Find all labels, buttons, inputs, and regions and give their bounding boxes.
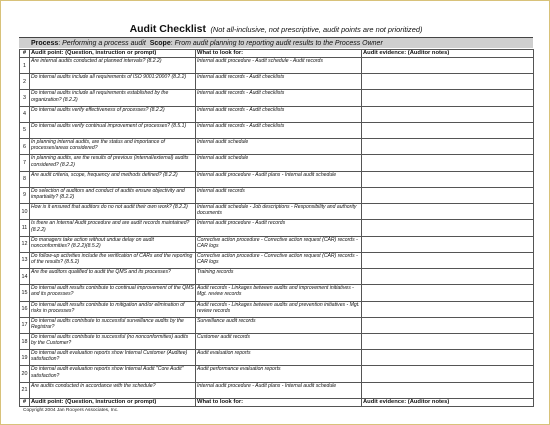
- col-look-footer: What to look for:: [196, 399, 362, 407]
- col-evidence-footer: Audit evidence: (Auditor notes): [362, 399, 534, 407]
- audit-point: Are audits conducted in accordance with the schedule?: [30, 382, 196, 398]
- table-row: [20, 58, 534, 74]
- audit-point: Are the auditors qualified to audit the QMS and its processes?: [30, 269, 196, 285]
- evidence-cell[interactable]: [362, 301, 534, 317]
- row-number: 13: [20, 252, 30, 268]
- evidence-cell[interactable]: [362, 139, 534, 155]
- table-row: [20, 333, 534, 349]
- evidence-cell[interactable]: [362, 122, 534, 138]
- table-row: [20, 317, 534, 333]
- audit-point: Do follow-up activities include the verification of CARs and the reporting of the results? (8.5.2): [30, 252, 196, 268]
- what-to-look-for: Corrective action procedure - Corrective action request (CAR) records - CAR logs: [196, 252, 362, 268]
- process-label: Process: [31, 40, 59, 47]
- table-row: [20, 382, 534, 398]
- audit-point: Do internal audits include all requirements established by the organization? (8.2.2): [30, 90, 196, 106]
- audit-point: Do internal audits include all requirements of ISO 9001:2000? (8.2.2): [30, 74, 196, 90]
- process-value: Performing a process audit: [62, 40, 146, 47]
- evidence-cell[interactable]: [362, 252, 534, 268]
- evidence-cell[interactable]: [362, 171, 534, 187]
- what-to-look-for: Internal audit records - Audit checklists: [196, 90, 362, 106]
- table-row: [20, 155, 534, 171]
- audit-point: Do internal audit evaluation reports show Internal Customer (Auditee) satisfaction?: [30, 350, 196, 366]
- evidence-cell[interactable]: [362, 187, 534, 203]
- what-to-look-for: Internal audit schedule: [196, 155, 362, 171]
- table-row: [20, 90, 534, 106]
- what-to-look-for: Internal audit records - Audit checklists: [196, 122, 362, 138]
- what-to-look-for: Audit records - Linkages between audits and prevention initiatives - Mgt. review records: [196, 301, 362, 317]
- what-to-look-for: Internal audit procedure - Audit plans - Internal audit schedule: [196, 382, 362, 398]
- col-point-header: Audit point: (Question, instruction or prompt): [30, 50, 196, 58]
- row-number: 20: [20, 366, 30, 382]
- table-row: [20, 139, 534, 155]
- audit-table: [19, 49, 534, 407]
- what-to-look-for: Internal audit records - Audit checklists: [196, 74, 362, 90]
- what-to-look-for: Corrective action procedure - Corrective action request (CAR) records - CAR logs: [196, 236, 362, 252]
- row-number: 2: [20, 74, 30, 90]
- evidence-cell[interactable]: [362, 106, 534, 122]
- table-row: [20, 204, 534, 220]
- row-number: 8: [20, 171, 30, 187]
- table-row: [20, 187, 534, 203]
- evidence-cell[interactable]: [362, 236, 534, 252]
- col-evidence-header: Audit evidence: (Auditor notes): [362, 50, 534, 58]
- audit-point: Do internal audit results contribute to continual improvement of the QMS and its processes?: [30, 285, 196, 301]
- what-to-look-for: Internal audit procedure - Audit plans - Internal audit schedule: [196, 171, 362, 187]
- col-point-footer: Audit point: (Question, instruction or prompt): [30, 399, 196, 407]
- table-row: [20, 350, 534, 366]
- audit-point: Do internal audits contribute to successful (no nonconformities) audits by the Customer?: [30, 333, 196, 349]
- table-row: [20, 269, 534, 285]
- what-to-look-for: Internal audit records: [196, 187, 362, 203]
- row-number: 7: [20, 155, 30, 171]
- evidence-cell[interactable]: [362, 269, 534, 285]
- row-number: 9: [20, 187, 30, 203]
- what-to-look-for: Customer audit records: [196, 333, 362, 349]
- audit-point: Do managers take action without undue delay on audit nonconformities? (8.2.2)(8.5.2): [30, 236, 196, 252]
- evidence-cell[interactable]: [362, 366, 534, 382]
- row-number: 1: [20, 58, 30, 74]
- row-number: 6: [20, 139, 30, 155]
- col-num-footer: #: [20, 399, 30, 407]
- row-number: 19: [20, 350, 30, 366]
- row-number: 11: [20, 220, 30, 236]
- evidence-cell[interactable]: [362, 317, 534, 333]
- footer-header-row: [20, 399, 534, 407]
- subtitle-text: (Not all-inclusive, not prescriptive, audit points are not prioritized): [210, 25, 423, 34]
- header-row: [20, 50, 534, 58]
- copyright-text: Copyright 2004 Jan Rooyers Associates, Inc.: [23, 408, 119, 413]
- row-number: 16: [20, 301, 30, 317]
- scope-colon: :: [170, 40, 175, 47]
- audit-point: Do internal audits verify effectiveness of processes? (8.2.2): [30, 106, 196, 122]
- table-row: [20, 122, 534, 138]
- evidence-cell[interactable]: [362, 204, 534, 220]
- what-to-look-for: Training records: [196, 269, 362, 285]
- row-number: 5: [20, 122, 30, 138]
- what-to-look-for: Internal audit records - Audit checklists: [196, 106, 362, 122]
- evidence-cell[interactable]: [362, 382, 534, 398]
- what-to-look-for: Audit records - Linkages between audits and improvement initiatives - Mgt. review records: [196, 285, 362, 301]
- row-number: 12: [20, 236, 30, 252]
- what-to-look-for: Internal audit schedule - Job descriptions - Responsibility and authority documents: [196, 204, 362, 220]
- table-row: [20, 74, 534, 90]
- audit-point: Do internal audit results contribute to mitigation and/or elimination of risks in processes?: [30, 301, 196, 317]
- row-number: 3: [20, 90, 30, 106]
- what-to-look-for: Surveillance audit records: [196, 317, 362, 333]
- col-look-header: What to look for:: [196, 50, 362, 58]
- audit-point: How is it ensured that auditors do no not audit their own work? (8.2.2): [30, 204, 196, 220]
- row-number: 21: [20, 382, 30, 398]
- audit-point: Are internal audits conducted at planned intervals? (8.2.2): [30, 58, 196, 74]
- audit-point: Do internal audits contribute to successful surveillance audits by the Registrar?: [30, 317, 196, 333]
- table-row: [20, 366, 534, 382]
- page-title: [19, 19, 533, 37]
- audit-point: Do internal audits verify continual improvement of processes? (8.5.1): [30, 122, 196, 138]
- evidence-cell[interactable]: [362, 285, 534, 301]
- scope-value: From audit planning to reporting audit results to the Process Owner: [174, 40, 383, 47]
- audit-point: In planning internal audits, are the status and importance of processes/areas considered?: [30, 139, 196, 155]
- audit-point: In planning audits, are the results of previous (internal/external) audits considered? (8.2.2): [30, 155, 196, 171]
- table-row: [20, 171, 534, 187]
- table-row: [20, 236, 534, 252]
- evidence-cell[interactable]: [362, 220, 534, 236]
- evidence-cell[interactable]: [362, 90, 534, 106]
- process-colon: :: [58, 40, 63, 47]
- table-row: [20, 220, 534, 236]
- row-number: 4: [20, 106, 30, 122]
- what-to-look-for: Internal audit procedure - Audit schedule - Audit records: [196, 58, 362, 74]
- table-row: [20, 106, 534, 122]
- title-text: Audit Checklist: [129, 23, 206, 35]
- what-to-look-for: Internal audit procedure - Audit records: [196, 220, 362, 236]
- col-num-header: #: [20, 50, 30, 58]
- audit-point: Do selection of auditors and conduct of audits ensure objectivity and impartiality? (8.2.2): [30, 187, 196, 203]
- evidence-cell[interactable]: [362, 350, 534, 366]
- row-number: 18: [20, 333, 30, 349]
- row-number: 10: [20, 204, 30, 220]
- evidence-cell[interactable]: [362, 333, 534, 349]
- evidence-cell[interactable]: [362, 155, 534, 171]
- what-to-look-for: Audit performance evaluation reports: [196, 366, 362, 382]
- row-number: 15: [20, 285, 30, 301]
- table-row: [20, 252, 534, 268]
- table-row: [20, 301, 534, 317]
- table-row: [20, 285, 534, 301]
- evidence-cell[interactable]: [362, 74, 534, 90]
- row-number: 14: [20, 269, 30, 285]
- audit-point: Do internal audit evaluation reports show Internal Audit "Core Audit" satisfaction?: [30, 366, 196, 382]
- process-scope-bar: [19, 37, 533, 48]
- evidence-cell[interactable]: [362, 58, 534, 74]
- audit-point: Are audit criteria, scope, frequency and methods defined? (8.2.2): [30, 171, 196, 187]
- what-to-look-for: Internal audit schedule: [196, 139, 362, 155]
- audit-point: Is there an Internal Audit procedure and are audit records maintained? (8.2.2): [30, 220, 196, 236]
- row-number: 17: [20, 317, 30, 333]
- scope-label: Scope: [149, 40, 171, 47]
- what-to-look-for: Audit evaluation reports: [196, 350, 362, 366]
